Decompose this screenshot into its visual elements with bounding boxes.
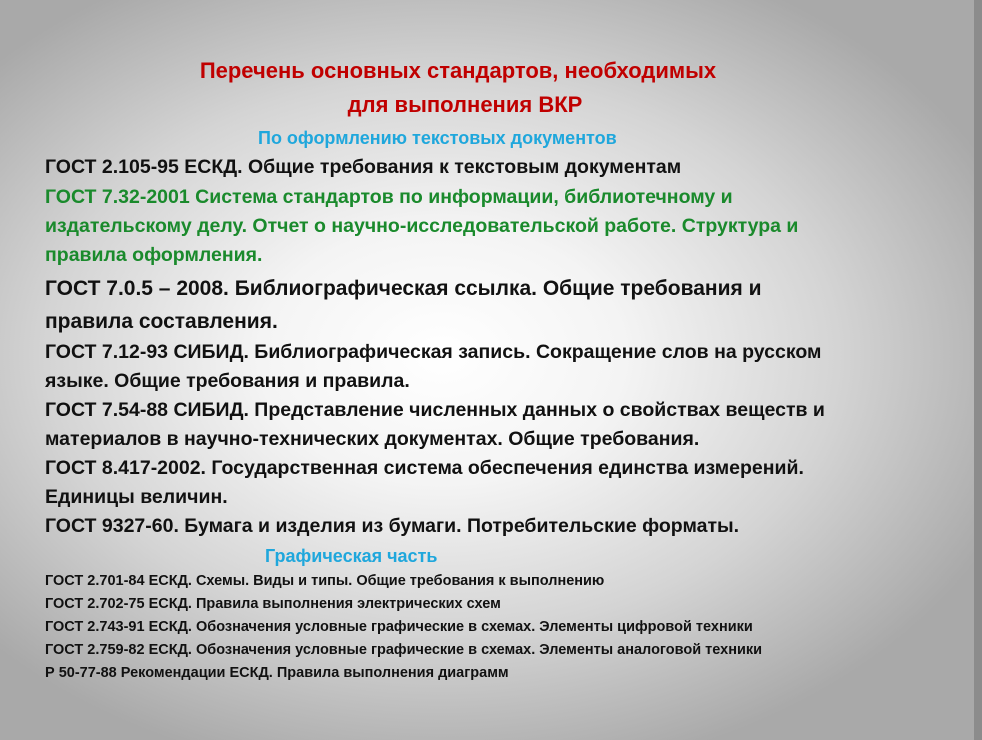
standard-line: ГОСТ 7.0.5 – 2008. Библиографическая ссылка. Общие требования и xyxy=(45,277,762,300)
standard-line: ГОСТ 2.105-95 ЕСКД. Общие требования к текстовым документам xyxy=(45,156,682,178)
graphic-standard-line: ГОСТ 2.759-82 ЕСКД. Обозначения условные графические в схемах. Элементы аналоговой техники xyxy=(45,642,763,658)
standard-line: ГОСТ 7.54-88 СИБИД. Представление численных данных о свойствах веществ и xyxy=(45,399,825,421)
standard-line: правила составления. xyxy=(45,310,278,333)
graphic-standard-line: ГОСТ 2.702-75 ЕСКД. Правила выполнения электрических схем xyxy=(45,596,501,612)
standard-line-highlighted: ГОСТ 7.32-2001 Система стандартов по информации, библиотечному и xyxy=(45,186,733,208)
slide-title-line-1: Перечень основных стандартов, необходимых xyxy=(199,58,717,83)
slide-title-line-2: для выполнения ВКР xyxy=(347,92,583,117)
standard-line-highlighted: правила оформления. xyxy=(45,244,263,266)
standard-line-highlighted: издательскому делу. Отчет о научно-исследовательской работе. Структура и xyxy=(45,215,799,237)
standard-line: Единицы величин. xyxy=(45,486,228,508)
graphic-standard-line: Р 50-77-88 Рекомендации ЕСКД. Правила выполнения диаграмм xyxy=(45,665,509,681)
graphic-standard-line: ГОСТ 2.701-84 ЕСКД. Схемы. Виды и типы. Общие требования к выполнению xyxy=(45,573,605,589)
section-heading-text-docs: По оформлению текстовых документов xyxy=(258,128,617,148)
section-heading-graphic: Графическая часть xyxy=(265,546,438,566)
standard-line: ГОСТ 8.417-2002. Государственная система обеспечения единства измерений. xyxy=(45,457,804,479)
standard-line: материалов в научно-технических документах. Общие требования. xyxy=(45,428,700,450)
standard-line: языке. Общие требования и правила. xyxy=(45,370,410,392)
standard-line: ГОСТ 9327-60. Бумага и изделия из бумаги. Потребительские форматы. xyxy=(45,515,740,537)
standard-line: ГОСТ 7.12-93 СИБИД. Библиографическая запись. Сокращение слов на русском xyxy=(45,341,822,363)
graphic-standard-line: ГОСТ 2.743-91 ЕСКД. Обозначения условные графические в схемах. Элементы цифровой техники xyxy=(45,619,753,635)
